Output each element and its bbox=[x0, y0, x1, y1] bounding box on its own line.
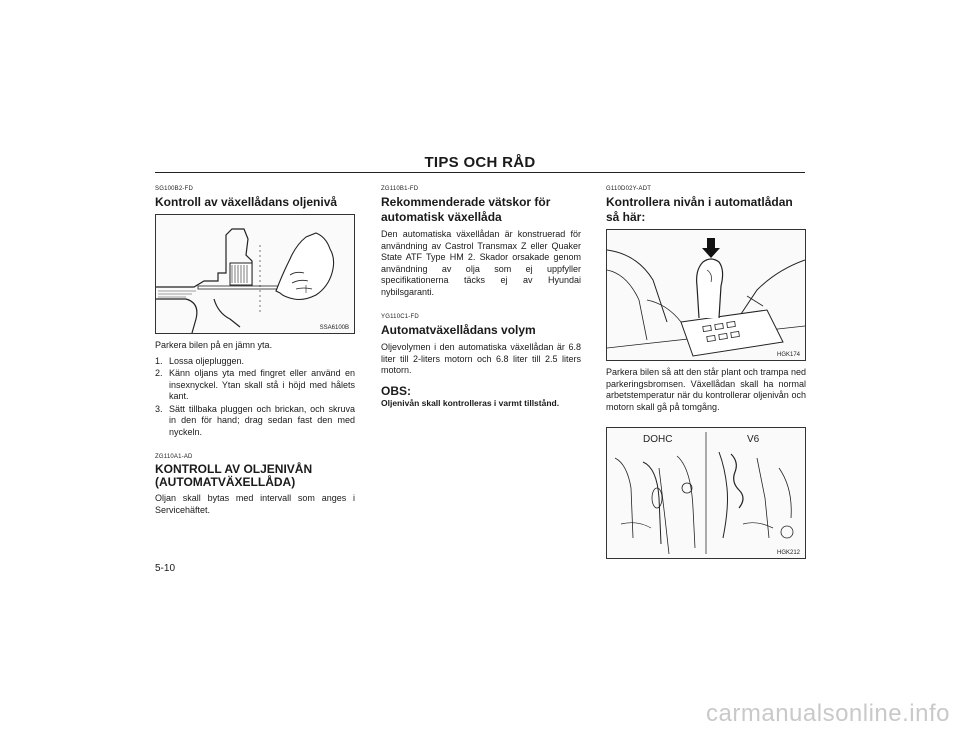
header-rule bbox=[155, 172, 805, 173]
figure-code: SSA6100B bbox=[319, 325, 349, 331]
steps-list bbox=[155, 356, 355, 439]
section-code: SG100B2-FD bbox=[155, 186, 194, 192]
step-text: Sätt tillbaka pluggen och brickan, och skruva in den för hand; drag sedan fast den med nyckeln. bbox=[169, 403, 355, 437]
section-code: YG110C1-FD bbox=[381, 314, 419, 320]
section-code: ZG110A1-AD bbox=[155, 454, 193, 460]
column-3 bbox=[606, 186, 806, 565]
oil-plug-illustration bbox=[156, 215, 354, 333]
step-number: 3. bbox=[155, 403, 163, 414]
column-1 bbox=[155, 186, 355, 516]
list-item bbox=[155, 404, 355, 439]
intro-text: Parkera bilen på en jämn yta. bbox=[155, 340, 273, 350]
step-text: Lossa oljepluggen. bbox=[169, 355, 245, 366]
figure-code: HGK212 bbox=[776, 550, 800, 556]
section-heading: Automatväxellådans volym bbox=[381, 323, 536, 337]
figure-label-v6: V6 bbox=[747, 434, 760, 445]
section-code: G110D02Y-ADT bbox=[606, 186, 652, 192]
page-number: 5-10 bbox=[155, 563, 176, 574]
engine-bay-illustration bbox=[607, 428, 805, 558]
section-heading: Rekommenderade vätskor för automatisk växellåda bbox=[381, 195, 551, 224]
step-number: 2. bbox=[155, 368, 163, 378]
step-text: Känn oljans yta med fingret eller använd en insexnyckel. Ytan skall stå i höjd med hålets kant. bbox=[169, 368, 355, 401]
figure-gear-selector bbox=[606, 229, 806, 361]
section-heading: Kontrollera nivån i automatlådan så här: bbox=[606, 195, 793, 224]
section-heading: KONTROLL AV OLJENIVÅN (AUTOMATVÄXELLÅDA) bbox=[155, 462, 313, 489]
section-text: Den automatiska växellådan är konstruerad för användning av Castrol Transmax Z eller Quaker State ATF Type HM 2. Skador orsakade genom användning av olja som ej uppfyller specifikationerna täcks ej av Hyundai nybilsgaranti. bbox=[381, 229, 581, 297]
section-code: ZG110B1-FD bbox=[381, 186, 419, 192]
figure-oil-level-check bbox=[155, 214, 355, 334]
note-heading: OBS: bbox=[381, 383, 411, 398]
footer-watermark: carmanualsonline.info bbox=[706, 700, 950, 727]
section-text: Oljan skall bytas med intervall som anges i Servicehäftet. bbox=[155, 493, 355, 515]
figure-dipstick-locations bbox=[606, 427, 806, 559]
list-item bbox=[155, 368, 355, 403]
section-text: Oljevolymen i den automatiska växellådan är 6.8 liter till 2-liters motorn och 6.8 liter till 2.5 liters motorn. bbox=[381, 342, 581, 375]
note-text: Oljenivån skall kontrolleras i varmt tillstånd. bbox=[381, 397, 560, 408]
gear-selector-illustration bbox=[607, 230, 805, 360]
column-2 bbox=[381, 186, 581, 409]
step-number: 1. bbox=[155, 355, 163, 366]
page-title: TIPS OCH RÅD bbox=[424, 154, 536, 171]
figure-label-dohc: DOHC bbox=[643, 434, 673, 445]
figure-code: HGK174 bbox=[776, 352, 800, 358]
section-heading: Kontroll av växellådans oljenivå bbox=[155, 195, 338, 209]
section-text: Parkera bilen så att den står plant och trampa ned parkeringsbromsen. Växellådan skall ha normal arbetstemperatur när du kontrollerar oljenivån och motorn skall gå på tomgång. bbox=[606, 367, 806, 412]
list-item bbox=[155, 356, 355, 368]
